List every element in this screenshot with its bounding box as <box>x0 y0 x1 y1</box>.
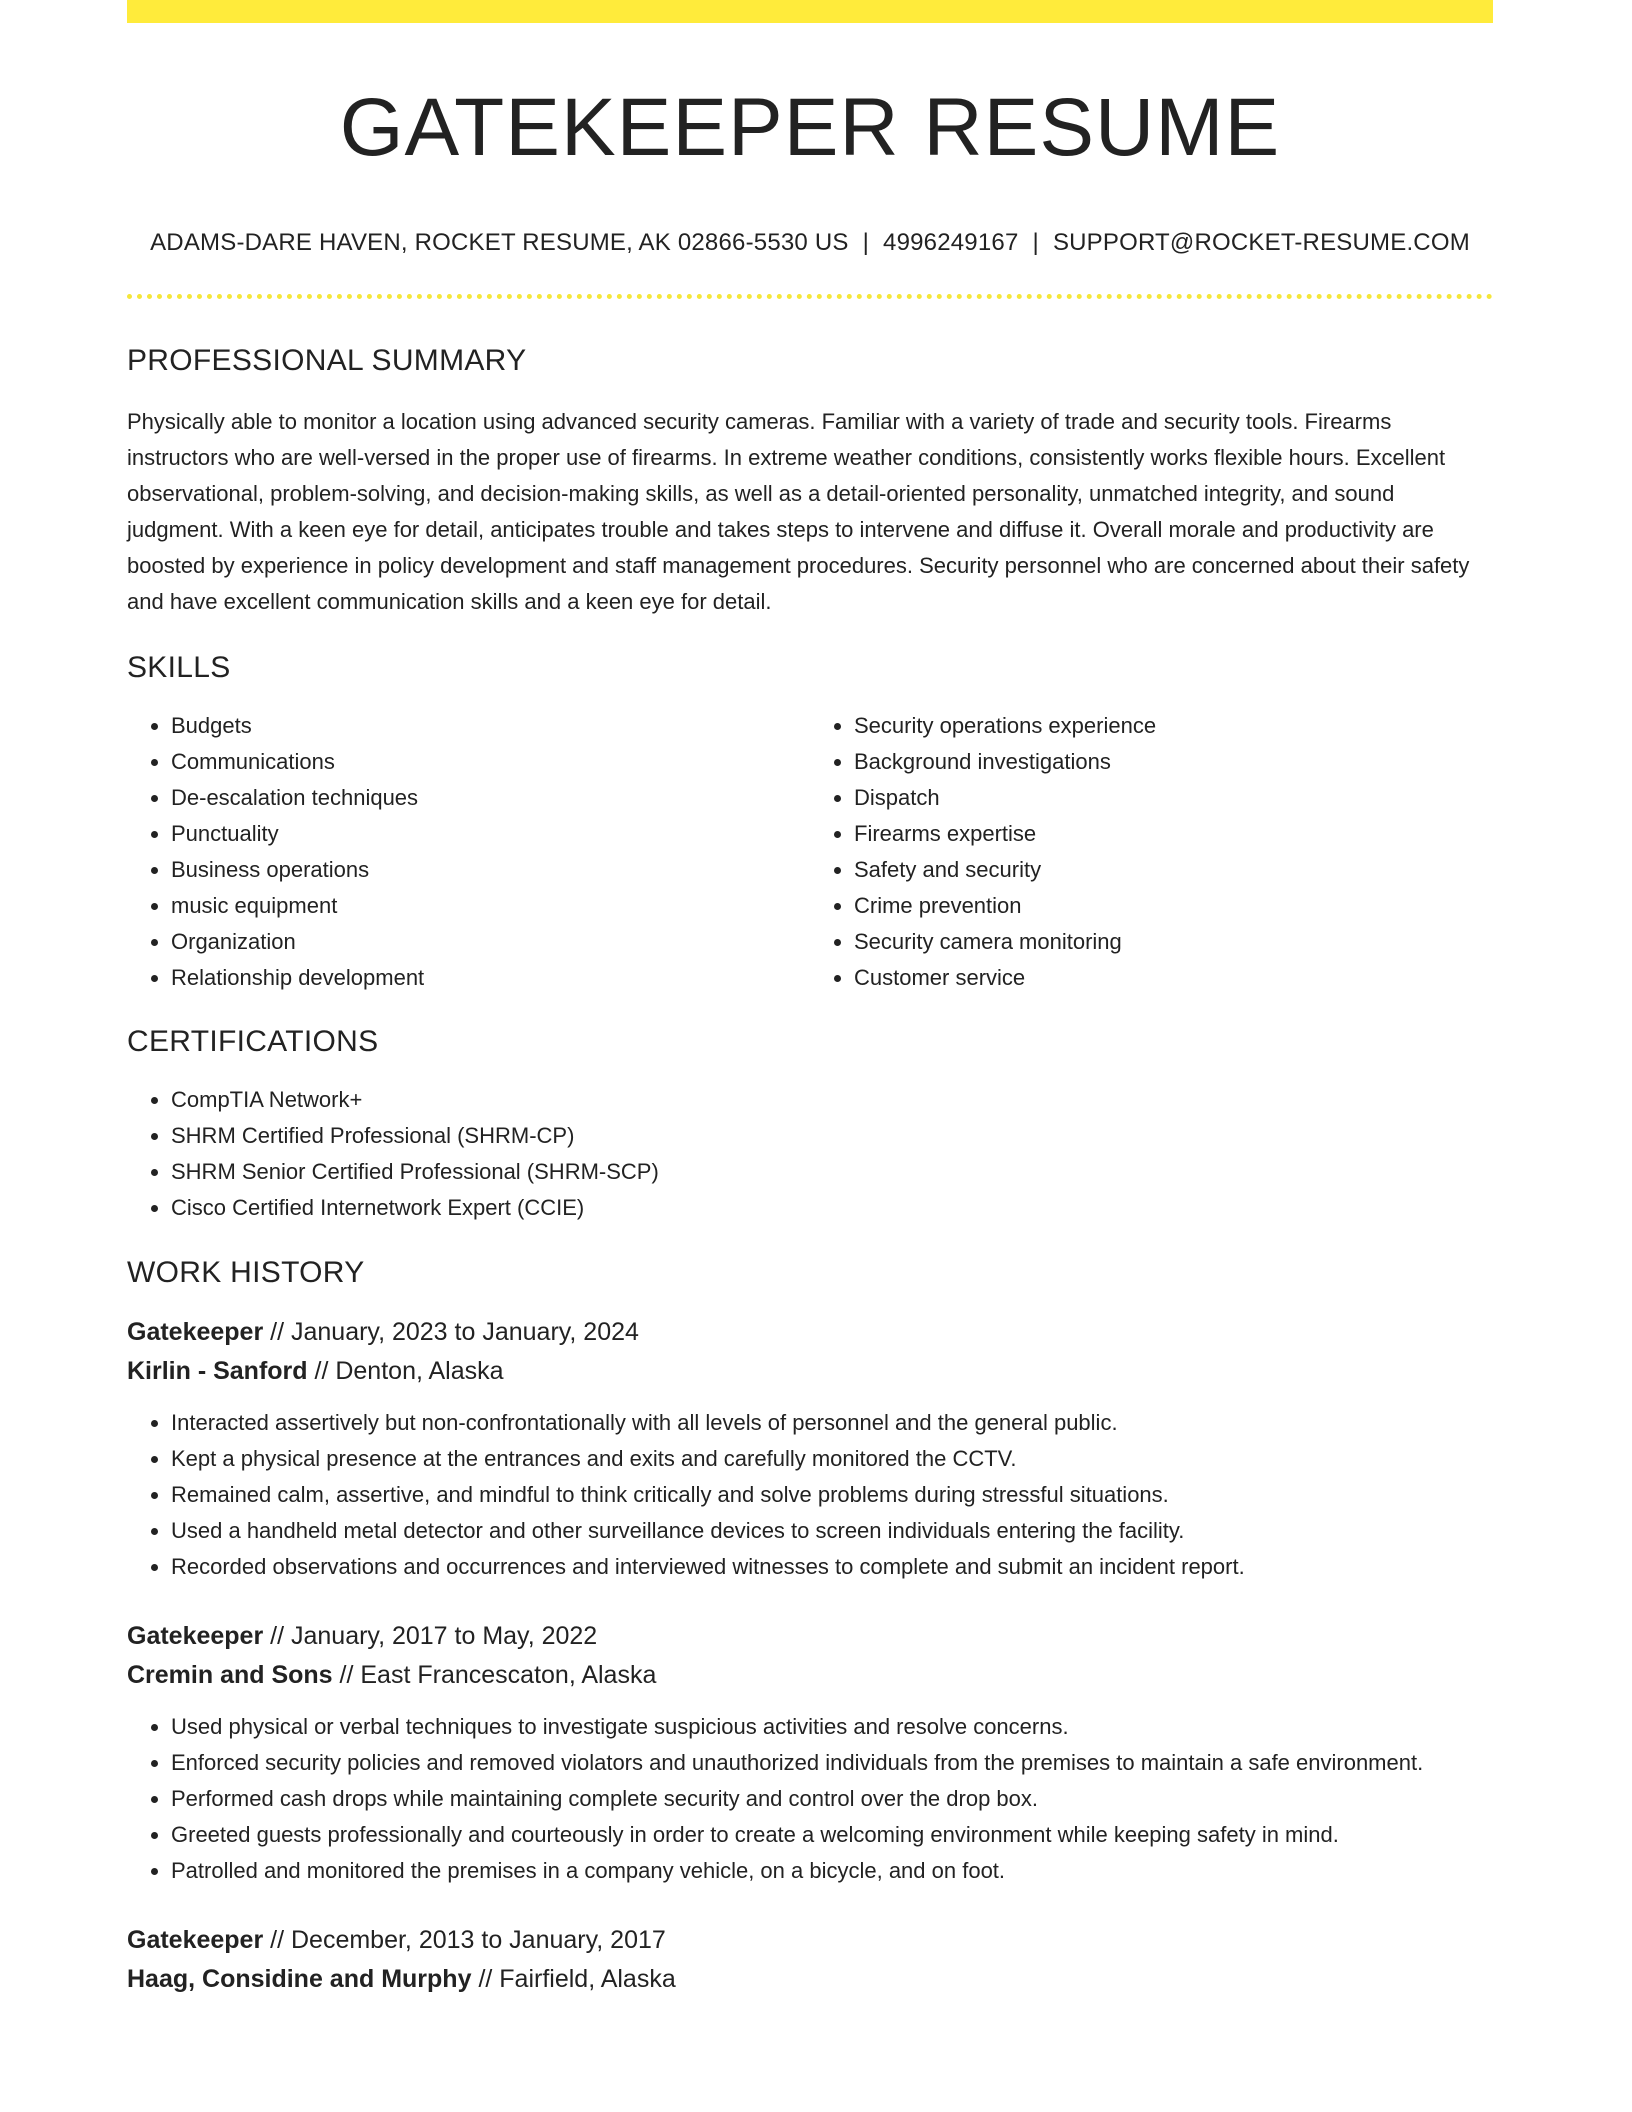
job-entry <box>127 1313 1493 1585</box>
contact-line <box>127 229 1493 258</box>
skill-item: • Relationship development <box>171 960 810 996</box>
skills-list-right <box>810 708 1493 996</box>
resume-page <box>127 0 1493 1999</box>
job-duties-list <box>127 1405 1493 1585</box>
skill-item: • Organization <box>171 924 810 960</box>
skill-item: • Safety and security <box>854 852 1493 888</box>
job-duty: • Kept a physical presence at the entrances and exits and carefully monitored the CCTV. <box>171 1441 1493 1477</box>
job-title-line <box>127 1617 1493 1656</box>
job-duty: • Used a handheld metal detector and other surveillance devices to screen individuals entering the facility. <box>171 1513 1493 1549</box>
job-duty: • Used physical or verbal techniques to investigate suspicious activities and resolve concerns. <box>171 1709 1493 1745</box>
contact-separator: | <box>862 229 870 257</box>
skill-item: • Communications <box>171 744 810 780</box>
job-duty: • Interacted assertively but non-confrontationally with all levels of personnel and the general public. <box>171 1405 1493 1441</box>
skill-item: • Crime prevention <box>854 888 1493 924</box>
job-title-line <box>127 1313 1493 1352</box>
skill-item: • Business operations <box>171 852 810 888</box>
contact-address: ADAMS-DARE HAVEN, ROCKET RESUME, AK 02866-5530 US <box>150 229 849 257</box>
job-duty: • Patrolled and monitored the premises in a company vehicle, on a bicycle, and on foot. <box>171 1853 1493 1889</box>
certifications-list <box>127 1082 1493 1226</box>
job-location: // Fairfield, Alaska <box>478 1964 676 1993</box>
job-location: // Denton, Alaska <box>314 1356 504 1385</box>
job-entry <box>127 1921 1493 1999</box>
skill-item: • music equipment <box>171 888 810 924</box>
skill-item: • Budgets <box>171 708 810 744</box>
certification-item: • Cisco Certified Internetwork Expert (CCIE) <box>171 1190 1493 1226</box>
summary-text: Physically able to monitor a location using advanced security cameras. Familiar with a variety of trade and security tools. Firearms instructors who are well-versed in the proper use of firearms. In extreme weather conditions, consistently works flexible hours. Excellent observational, problem-solving, and decision-making skills, as well as a detail-oriented personality, unmatched integrity, and sound judgment. With a keen eye for detail, anticipates trouble and takes steps to intervene and diffuse it. Overall morale and productivity are boosted by experience in policy development and staff management procedures. Security personnel who are concerned about their safety and have excellent communication skills and a keen eye for detail. <box>127 408 1470 614</box>
accent-bar <box>127 0 1493 23</box>
job-duty: • Recorded observations and occurrences and interviewed witnesses to complete and submit an incident report. <box>171 1549 1493 1585</box>
skill-item: • Dispatch <box>854 780 1493 816</box>
skill-item: • Firearms expertise <box>854 816 1493 852</box>
skills-columns <box>127 708 1493 996</box>
contact-email[interactable]: SUPPORT@ROCKET-RESUME.COM <box>1052 229 1470 257</box>
job-dates: // January, 2023 to January, 2024 <box>270 1317 639 1346</box>
skill-item: • Security camera monitoring <box>854 924 1493 960</box>
contact-phone[interactable]: 4996249167 <box>883 229 1019 257</box>
resume-title: GATEKEEPER RESUME <box>339 82 1281 173</box>
job-title-line <box>127 1921 1493 1960</box>
job-dates: // January, 2017 to May, 2022 <box>270 1621 598 1650</box>
job-company-line <box>127 1960 1493 1999</box>
certification-item: • SHRM Senior Certified Professional (SHRM-SCP) <box>171 1154 1493 1190</box>
dotted-divider <box>127 294 1493 299</box>
job-duty: • Enforced security policies and removed violators and unauthorized individuals from the premises to maintain a safe environment. <box>171 1745 1493 1781</box>
job-duty: • Greeted guests professionally and courteously in order to create a welcoming environment while keeping safety in mind. <box>171 1817 1493 1853</box>
job-role: Gatekeeper <box>127 1621 264 1650</box>
job-entry <box>127 1617 1493 1889</box>
job-company-line <box>127 1656 1493 1695</box>
job-company: Cremin and Sons <box>127 1660 333 1689</box>
job-dates: // December, 2013 to January, 2017 <box>270 1925 666 1954</box>
job-role: Gatekeeper <box>127 1317 264 1346</box>
job-duty: • Remained calm, assertive, and mindful to think critically and solve problems during stressful situations. <box>171 1477 1493 1513</box>
skill-item: • Customer service <box>854 960 1493 996</box>
summary-heading: PROFESSIONAL SUMMARY <box>127 343 527 377</box>
work-history-heading: WORK HISTORY <box>127 1255 365 1289</box>
skill-item: • De-escalation techniques <box>171 780 810 816</box>
job-company: Haag, Considine and Murphy <box>127 1964 472 1993</box>
certifications-heading: CERTIFICATIONS <box>127 1024 379 1058</box>
job-duty: • Performed cash drops while maintaining complete security and control over the drop box. <box>171 1781 1493 1817</box>
certification-item: • SHRM Certified Professional (SHRM-CP) <box>171 1118 1493 1154</box>
skill-item: • Punctuality <box>171 816 810 852</box>
skills-list-left <box>127 708 810 996</box>
job-company: Kirlin - Sanford <box>127 1356 308 1385</box>
job-location: // East Francescaton, Alaska <box>339 1660 657 1689</box>
skill-item: • Security operations experience <box>854 708 1493 744</box>
job-duties-list <box>127 1709 1493 1889</box>
job-company-line <box>127 1352 1493 1391</box>
skill-item: • Background investigations <box>854 744 1493 780</box>
contact-separator: | <box>1032 229 1039 257</box>
skills-heading: SKILLS <box>127 650 231 684</box>
certification-item: • CompTIA Network+ <box>171 1082 1493 1118</box>
job-role: Gatekeeper <box>127 1925 264 1954</box>
